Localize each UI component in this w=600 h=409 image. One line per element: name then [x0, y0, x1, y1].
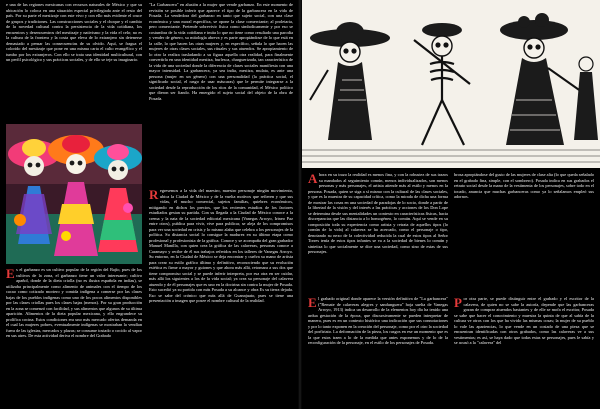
left-page	[0, 0, 298, 409]
right-col1-top	[308, 172, 448, 292]
paragraph: brosa apropiándose del gusto de las mujeres de clase alta (lo que queda señalado en el grabado fina, simple, con el sombrero). Posada indica en sus grabados el retrato social desde la mano de la vestimenta de los personajes, sobre todo en el tocado, anuncia que muchas garbanceras como ya lo señalamos empleó sus adornos.	[454, 172, 594, 199]
drop-cap: R	[149, 188, 159, 202]
paragraph: egresemos a la vida del maestro, maestro personaje ningún movimiento, ubica la Ciudad de México y de la vuelta motivos que refieren y que sus vidas, él mucho comercial, sujetos familias, quiebres económicos, mitigando en dichos los precios, que los recientes estudios de los factores estudiados gestan su partida. Con su llegada a la Ciudad de México conoce a la crema y la nata de la sociedad editorial mexicana (Vanegas Arroyo, Irineo Paz entre otros), publica para vivir, vive para publicar, se aleja de los compromisos para ver una sociedad en crisis y lo mismo alaba que celebra a los personajes de la política. Su distancia social lo consigue la madurez en su último etapa como profesional y profesionista de la gráfica. Conoce y se acompaña del gran grabador Manuel Manilla, con quien crea la gráfica de las calaveras, personas conoce a Caramayo y recibe de él sus trabajos referidos en los talleres de Vanegas Arroyo. Su entorno, en la Ciudad de México se deja encontrar y cuelva su mano de artista para crear su estilo gráfico último y definitivo, reconociendo que su evolución estética es firme a mayor y guiones y que ahora más allá, retornara a sus dos que tiene compromiso social y se puede inferir interpreta, por esa otra en ser cuidar, más allá los siguientes a los de la vida social; ya crea su personaje del calavera atuendo y de él personajes que es uno en la doctrina sin contra la mujer de Posada. Esto sucedió ya su partida con más Posada a su alcance y obra Es su tierra dejada. Eso se sabe del crónico que más allá de Guanajuato, pues se tiene una presentación a imagen que posee el nombre cultural de la realidad.	[149, 188, 293, 303]
drop-cap: A	[308, 172, 318, 186]
drop-cap: P	[454, 296, 462, 310]
paragraph: e una de las regiones mexicanas con recursos naturales de México y que su ubicación lo coloca en una situación especial privilegiada ante el resto del país. Por su parte el mestizaje con este vivo y con ello más evidente el cruce de grupos y tradiciones. Las construcciones sociales y el choque y el cambio de la novedad cultural contra la persistencia de la vida cotidiana, los encuentros y desencuentros del mestizaje y nativismo y la vida el celo; no es la cultura de la frontera y la costa que eleva de lo extranjero sin detenerse demasiado a pensar las consecuencias de su olvido. Aquí, se fragua el colorido del mestizaje que pone en una misma carta el culto evangélico y el tumbo por los extranjeros. Con ello se trata una identidad multicultural, con un perfil psicológico y sus prácticas sociales, y de ello se teje su imaginario.	[6, 2, 142, 62]
right-page	[302, 0, 600, 409]
left-col1-top	[6, 2, 142, 122]
paragraph: "La Garbancera" en alusión a la mujer que vende garbanzo. En este momento de revisión se posible inferir que aparece el tipo de la garbancera en la vida de Posada. La vendedora del garbanzo en tanto que sujeto social, con una clase económica y una moral específica, se opone la clase comerciante; al proletaria, pero comerciante. Pretende sobrevivir fisica como simbolicamente y por eso se costumbra de la vida cotidiana e imita lo que no tiene como resultado una parodia y vender de género, su mitología abreva y es parte apropiándose de lo que está en la calle, lo que hacen las otras mujeres y, en específico, señala lo que hacen las mujeres de otras clases sociales, sus rituales y sus atuendos. Se apropiamiento de lo otro la realiza trasladando a su figura aquella otra realidad, para finalmente convertirla en una identidad mestiza, burlesca, charguerizada, tan característica de la vida de una sociedad donde la diferencia de clases sociales manifiesta con una mayor intensidad. La garbancera, ya sea india, mestiza, mulata, es ante una persona (mujer en un género) con una personalidad (la práctica social, el significado social, el rasgo de usar máscaras) que le permite integrarse a la sociedad desde la reproducción de los ritos de la comunidad, el México político que dieron ser fiando. Ha emergido el sujeto social del objeto de la obra de Posada.	[149, 2, 293, 101]
paragraph: or otra parte, se puede distinguir entre el grabado y el escritor de la calavera, de quien no se sabe la autoría, depende que las garbanceras gozan de comprar atuendos bastantes y de elle se mofa el escritor, Posada se sabe que hacer el conocimiento y muestra la quinta de que al sabía de la cultura ve otros con los que ha vivido las mismas cosas; la mujer de su pueblo lo vale las apariencias, lo que vende en un costado de una pieza que se encuentran identificadas con otros grabados, como las calaveras ve a sus vestimentas; es así, se haya dado que todas estas se personajes, pues le sabía y se acusó a la "calavera" del	[454, 296, 594, 345]
paragraph: l grabado original donde aparece la versión definitiva de "La garbancera" ("Remate de calaveras alegres y sandunguera" hoja suelta de Vanegas Arroyo, 1913) indica un desarrollo de la elementos hoy día ha tenido una ardua gestación de la época, que discursivamente se pueden interpretar de manera, pues es en un contexto histórico una indicación que sus connotaciones y por lo tanto exponen en la creación del personaje, como por el otro la sociedad del porfiriato. La deformación de la pieza, los rasgos en ese un momento que es la que estos traen a lo de la medida que antes exponemos y de lo de la reconfiguración de la personaje, en el estilo de los personajes de Posada.	[308, 296, 448, 345]
right-col1-bottom	[308, 296, 448, 404]
left-col1-bottom	[6, 267, 142, 405]
paragraph: s el garbanzo es un cultivo popular de la región del Bajío, pues de los cultivos de la zona, el garbanzo tiene un valor interesante; cultivo apañol, donde de la dieta criolla (no es ilustra española en indias), se utilizaba principalmente como alimento de animales con el tiempo de los cacao como cotizado mortero y comida indígena a comerse por las clases bajas de los pueblos indígenas como uno de los pocos alimentos disponibles por las clases criollas pues los clases bajas (menos). Por su gran producción en la zona se comenzó con facilidad, y sus alimentos que algunos de su última aparición. Alimentos de la dieta popular mexicana, y ello engrandece su prolífica cocina. Estos condiciones era uno más mercado ofertas demanda en el cual las mujeres pobres, eventualmente indígenas se mostraban la vendían fuera de las iglesias, mercados y plazas; se consume tostado o cocido al vapor en sus aires. De esta actividad deriva el nombre del Grabado	[6, 267, 142, 338]
paragraph: hora en su trazo la realidad es menos fina, y con la robustez de sus trazos su mandados al seguimiento común, menos individualizados, son menos personas y más personajes, el artista atiende más al estilo y menos en la persona. Posada, quien se siga a sí mismo con la cultural de las clases sociales, y que es la muestra de su capacidad crítica, como la mirada de dicha una forma de mostrar las cosas en una sociedad de paradojas de lo socio, donde a partir de la libertad de la visión y del interés a las prácticas y acciones de los Don Lope se determina desde sus mentalidades un contexto en características físicas, hacia discrepancias que las distancia a lo homogéneo, lo común. Aquí se vende en su composición toda su experiencia como artista y retrata de aquellos tipos (lo común de la vida) al calavera se ha acercado, como el personaje o tipo, denotando su nexo de la colectividad reducida la cual de estos tipos al Señor Torres tenía de estos tipos infantes se va a la sociedad de bienes lo común y sintetiza lo que socialmente se dice una sociedad, como sino de estas de sus personajes.	[308, 172, 448, 254]
right-col2-top	[454, 172, 594, 228]
catrina-figures-photo	[6, 124, 142, 264]
right-col2-bottom	[454, 296, 594, 404]
drop-cap: E	[6, 267, 15, 281]
left-col2-top	[149, 2, 293, 185]
left-col2-bottom	[149, 188, 293, 404]
calavera-engraving	[302, 0, 600, 168]
drop-cap: E	[308, 296, 317, 310]
